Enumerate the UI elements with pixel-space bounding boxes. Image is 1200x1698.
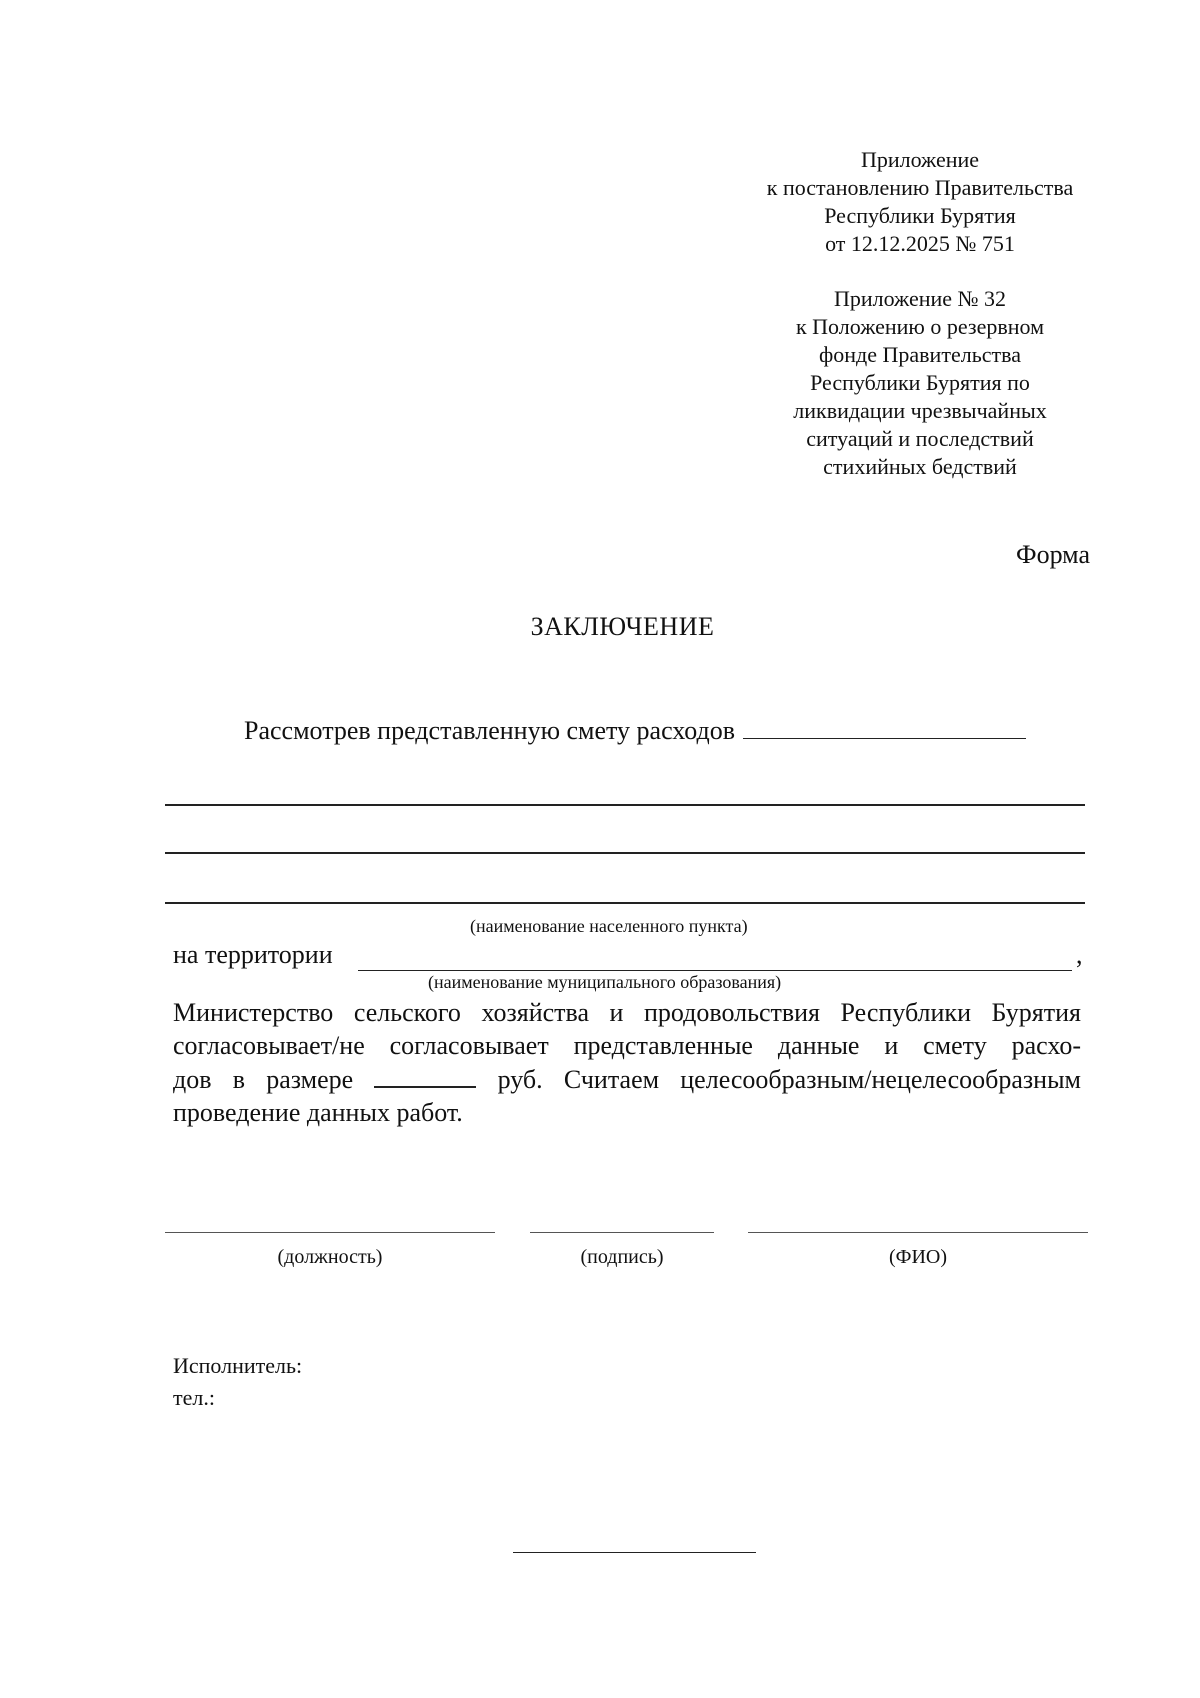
signature-caption: (подпись)	[580, 1246, 664, 1268]
signature-line[interactable]	[530, 1232, 714, 1233]
municipality-blank-field[interactable]	[358, 970, 1072, 971]
executor-block	[173, 1350, 302, 1414]
annex-line: ликвидации чрезвычайных	[793, 398, 1047, 423]
full-name-caption: (ФИО)	[888, 1246, 947, 1268]
territory-comma: ,	[1076, 940, 1083, 969]
approval-line: от 12.12.2025 № 751	[825, 231, 1015, 256]
annex-line: Приложение № 32	[833, 286, 1007, 311]
paragraph-line: Министерство сельского хозяйства и продовольствия Республики Бурятия	[173, 998, 1081, 1027]
phone-label: тел.:	[173, 1385, 215, 1410]
fill-line[interactable]	[165, 804, 1085, 806]
fill-line[interactable]	[165, 852, 1085, 854]
settlement-caption: (наименование населенного пункта)	[470, 916, 748, 936]
approval-line: Республики Бурятия	[824, 203, 1016, 228]
executor-label: Исполнитель:	[173, 1353, 303, 1378]
paragraph-text: руб. Считаем целесообразным/нецелесообразным	[497, 1065, 1082, 1094]
conclusion-paragraph	[173, 996, 1081, 1129]
intro-sentence	[244, 712, 1026, 746]
position-signature-line[interactable]	[165, 1232, 495, 1233]
position-caption: (должность)	[277, 1246, 383, 1268]
approval-line: Приложение	[860, 147, 980, 172]
fill-line[interactable]	[165, 902, 1085, 904]
annex-line: ситуаций и последствий	[806, 426, 1034, 451]
footer-rule	[513, 1552, 756, 1553]
paragraph-line: согласовывает/не согласовывает представленные данные и смету расхо-	[173, 1031, 1081, 1060]
annex-line: фонде Правительства	[819, 342, 1021, 367]
annex-header	[700, 285, 1140, 481]
document-title: ЗАКЛЮЧЕНИЕ	[530, 612, 715, 641]
annex-line: Республики Бурятия по	[810, 370, 1030, 395]
paragraph-line	[173, 1062, 1081, 1096]
annex-line: стихийных бедствий	[823, 454, 1017, 479]
approval-header	[700, 146, 1140, 258]
paragraph-line: проведение данных работ.	[173, 1098, 463, 1127]
approval-line: к постановлению Правительства	[766, 175, 1074, 200]
territory-label: на территории	[173, 940, 333, 969]
intro-text: Рассмотрев представленную смету расходов	[244, 716, 736, 745]
municipality-caption: (наименование муниципального образования)	[428, 972, 782, 992]
paragraph-text: дов в размере	[173, 1065, 354, 1094]
estimate-blank-field[interactable]	[743, 712, 1026, 739]
annex-line: к Положению о резервном	[795, 314, 1045, 339]
form-label: Форма	[1016, 540, 1090, 569]
full-name-signature-line[interactable]	[748, 1232, 1088, 1233]
amount-blank-field[interactable]	[374, 1062, 476, 1088]
